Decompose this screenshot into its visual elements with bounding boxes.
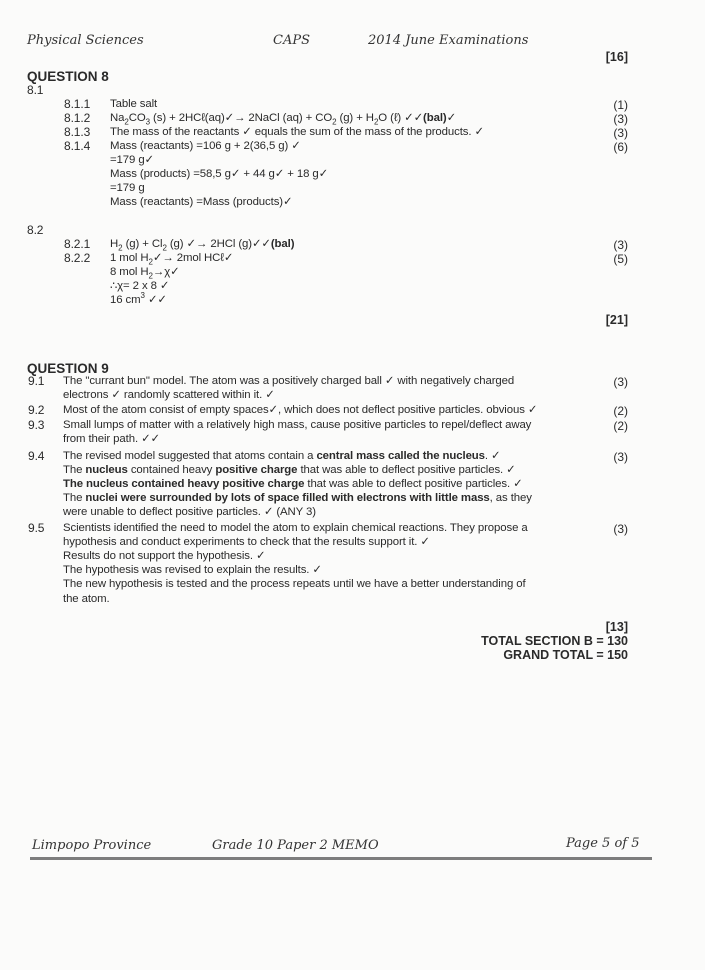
answer-text: The nucleus contained heavy positive charge	[63, 477, 305, 490]
marks-allocation: (5)	[613, 252, 628, 266]
answer-text: O (ℓ) ✓✓	[378, 112, 424, 124]
answer-text: that was able to deflect positive particles. ✓	[304, 477, 523, 490]
answer-line	[63, 564, 322, 577]
answer-text: 2	[332, 117, 337, 127]
answer-number: 8.1.4	[64, 139, 91, 153]
answer-text: , as they	[489, 491, 532, 504]
answer-line	[110, 196, 292, 209]
answer-text: 2	[148, 257, 153, 267]
header-exam: 2014 June Examinations	[368, 33, 529, 48]
answer-text: 2	[124, 117, 129, 127]
marks-allocation: (3)	[613, 449, 628, 464]
answer-line	[110, 252, 233, 265]
question-8-total: [21]	[605, 313, 628, 327]
answer-line	[110, 98, 157, 111]
answer-line	[63, 404, 537, 417]
answer-text: Na	[110, 112, 125, 124]
answer-line	[110, 168, 328, 181]
answer-text: nucleus	[85, 463, 128, 476]
answer-text: The mass of the reactants ✓ equals the sum of the mass of the products. ✓	[110, 126, 484, 138]
answer-text: H	[110, 238, 119, 250]
answer-number: 8.1.2	[64, 111, 91, 125]
answer-text: (g) + H	[336, 112, 374, 124]
answer-text: positive charge	[215, 463, 298, 476]
answer-text: (s) + 2HCℓ(aq)✓→ 2NaCl (aq) + CO	[149, 112, 333, 124]
answer-text: CO	[128, 112, 146, 124]
answer-line	[110, 238, 294, 251]
marks-allocation: (3)	[613, 126, 628, 140]
header-curriculum: CAPS	[273, 33, 310, 48]
answer-text: 3	[140, 291, 145, 301]
answer-number: 9.2	[28, 403, 45, 418]
answer-text: (bal)	[270, 238, 295, 250]
marks-allocation: (3)	[613, 375, 628, 389]
answer-text: from their path. ✓✓	[63, 433, 160, 446]
answer-line	[63, 536, 430, 549]
answer-line	[63, 478, 523, 491]
answer-line	[63, 522, 528, 535]
answer-line	[63, 450, 500, 463]
answer-text: Scientists identified the need to model the atom to explain chemical reactions. They propose a	[63, 522, 528, 534]
answer-line	[110, 182, 145, 195]
answer-text: Mass (reactants) =106 g + 2(36,5 g) ✓	[110, 140, 301, 152]
answer-text: 1 mol H	[110, 252, 149, 264]
answer-number: 8.2.2	[64, 251, 91, 265]
answer-number: 9.4	[28, 448, 45, 463]
answer-text: 8 mol H	[110, 266, 149, 278]
answer-text: 16 cm	[110, 294, 141, 306]
answer-text: 2	[373, 117, 379, 127]
answer-text: Mass (reactants) =Mass (products)✓	[110, 196, 293, 208]
marks-allocation: (3)	[613, 522, 628, 536]
answer-text: The	[63, 491, 86, 504]
answer-line	[63, 550, 265, 563]
answer-text: were unable to deflect positive particles. ✓ (ANY 3)	[63, 505, 316, 518]
answer-text: 2	[118, 243, 123, 253]
marks-allocation: (2)	[613, 419, 628, 434]
answer-number: 9.3	[28, 418, 45, 433]
answer-text: →χ✓	[152, 266, 180, 278]
answer-line	[63, 464, 516, 477]
answer-text: 3	[145, 117, 150, 127]
marks-allocation: (6)	[613, 140, 628, 154]
answer-text: Results do not support the hypothesis. ✓	[63, 550, 266, 563]
answer-text: The revised model suggested that atoms contain a	[63, 449, 317, 462]
answer-text: The	[63, 463, 86, 476]
answer-text: ✓	[446, 112, 457, 124]
section-8-1-label: 8.1	[27, 83, 44, 97]
footer-page-number: Page 5 of 5	[566, 836, 640, 851]
answer-text: (g) + Cl	[122, 238, 163, 250]
answer-text: Most of the atom consist of empty spaces✓, which does not deflect positive particles. obvious ✓	[63, 404, 538, 417]
section-b-total: TOTAL SECTION B = 130	[481, 634, 628, 648]
answer-line	[63, 578, 526, 591]
answer-line	[63, 593, 110, 606]
answer-text: =179 g✓	[110, 154, 155, 166]
answer-number: 9.1	[28, 374, 45, 388]
question-9-title: QUESTION 9	[27, 361, 109, 376]
answer-text: ∴χ= 2 x 8 ✓	[110, 280, 170, 292]
answer-text: . ✓	[484, 449, 501, 462]
answer-text: contained heavy	[127, 463, 216, 476]
answer-number: 8.2.1	[64, 237, 91, 251]
answer-text: The new hypothesis is tested and the process repeats until we have a better understanding of	[63, 578, 526, 591]
answer-number: 8.1.3	[64, 125, 91, 139]
answer-line	[63, 506, 316, 519]
section-8-2-label: 8.2	[27, 223, 44, 237]
answer-text: (g) ✓→ 2HCl (g)✓✓	[166, 238, 271, 250]
footer-province: Limpopo Province	[32, 838, 152, 853]
answer-text: =179 g	[110, 182, 145, 194]
answer-text: nuclei were surrounded by lots of space filled with electrons with little mass	[85, 491, 490, 504]
question-8-title: QUESTION 8	[27, 69, 109, 84]
answer-line	[63, 419, 531, 432]
marks-allocation: (3)	[613, 238, 628, 252]
question-9-total: [13]	[605, 620, 628, 634]
answer-line	[110, 140, 301, 153]
marks-allocation: (1)	[613, 98, 628, 112]
answer-text: hypothesis and conduct experiments to check that the results support it. ✓	[63, 536, 430, 549]
previous-question-total: [16]	[605, 50, 628, 64]
answer-text: ✓✓	[144, 294, 167, 306]
answer-text: 2	[162, 243, 167, 253]
marks-allocation: (3)	[613, 112, 628, 126]
answer-text: 2	[148, 271, 153, 281]
footer-paper: Grade 10 Paper 2 MEMO	[212, 838, 379, 853]
answer-text: The "currant bun" model. The atom was a positively charged ball ✓ with negatively charged	[63, 375, 515, 387]
answer-text: Mass (products) =58,5 g✓ + 44 g✓ + 18 g✓	[110, 168, 329, 180]
answer-text: Small lumps of matter with a relatively high mass, cause positive particles to repel/deflect away	[63, 419, 532, 432]
answer-number: 8.1.1	[64, 97, 91, 111]
header-subject: Physical Sciences	[27, 33, 144, 48]
answer-text: (bal)	[423, 112, 447, 124]
answer-line	[63, 492, 532, 505]
answer-line	[110, 291, 167, 307]
answer-line	[110, 154, 154, 167]
marks-allocation: (2)	[613, 404, 628, 419]
footer-divider	[30, 857, 652, 860]
answer-line	[63, 375, 514, 388]
answer-text: electrons ✓ randomly scattered within it. ✓	[63, 389, 275, 402]
grand-total: GRAND TOTAL = 150	[503, 648, 628, 662]
answer-number: 9.5	[28, 521, 45, 535]
answer-text: Table salt	[110, 98, 158, 110]
answer-text: central mass called the nucleus	[316, 449, 485, 462]
answer-text: The hypothesis was revised to explain the results. ✓	[63, 564, 322, 577]
answer-line	[110, 112, 456, 125]
answer-line	[110, 266, 180, 279]
answer-line	[63, 433, 160, 446]
answer-line	[63, 389, 275, 402]
answer-text: that was able to deflect positive particles. ✓	[297, 463, 516, 476]
answer-text: the atom.	[63, 592, 110, 605]
answer-text: ✓→ 2mol HCℓ✓	[152, 252, 234, 264]
answer-line	[110, 126, 484, 139]
